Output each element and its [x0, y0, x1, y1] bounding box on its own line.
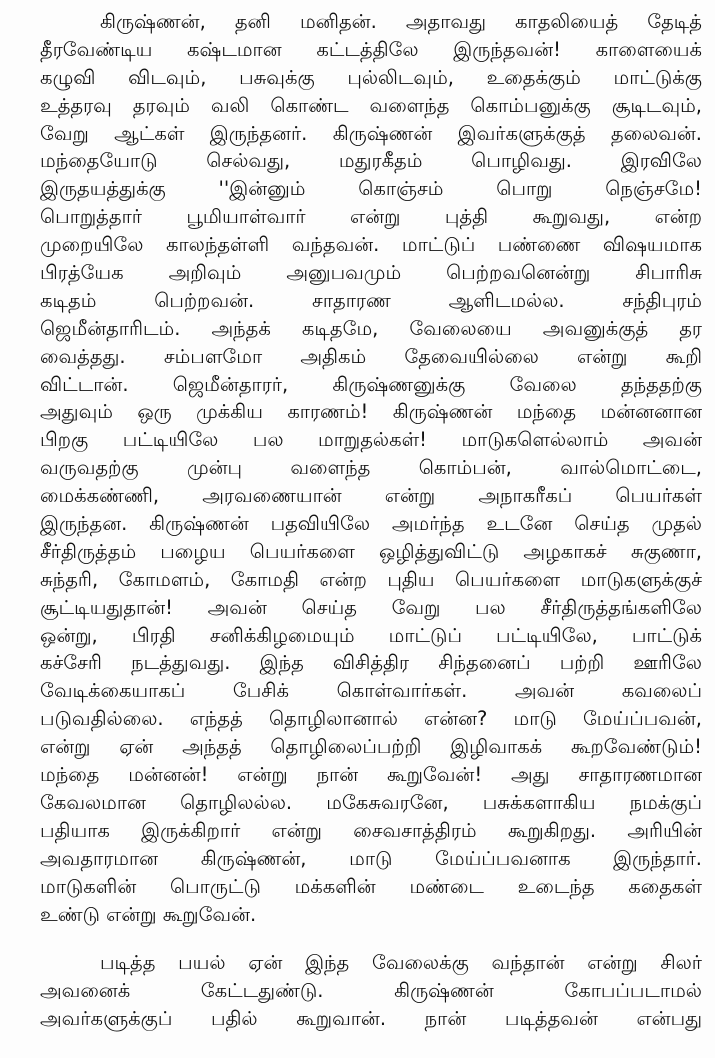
text-line: வேடிக்கையாகப் பேசிக் கொள்வார்கள். அவன் கவலைப்	[40, 679, 702, 703]
paragraph-gap	[40, 928, 702, 949]
text-line: பிரத்யேக அறிவும் அனுபவமும் பெற்றவனென்று சிபாரிசு	[40, 261, 702, 285]
text-line: பொறுத்தார் பூமியாள்வார் என்று புத்தி கூறுவது, என்ற	[40, 205, 702, 229]
text-line: இருந்தன. கிருஷ்ணன் பதவியிலே அமர்ந்த உடனே செய்த முதல்	[40, 512, 702, 536]
text-line: அவதாரமான கிருஷ்ணன், மாடு மேய்ப்பவனாக இருந்தார்.	[40, 846, 702, 870]
text-line: தீரவேண்டிய கஷ்டமான கட்டத்திலே இருந்தவன்! காளையைக்	[40, 37, 702, 61]
text-line: மைக்கண்ணி, அரவணையான் என்று அநாகரீகப் பெயர்கள்	[40, 484, 702, 508]
text-line: சுந்தரி, கோமளம், கோமதி என்ற புதிய பெயர்களை மாடுகளுக்குச்	[40, 567, 702, 591]
text-line: வருவதற்கு முன்பு வளைந்த கொம்பன், வால்மொட்டை,	[40, 456, 702, 480]
paragraph	[40, 8, 702, 928]
text-line: பிறகு பட்டியிலே பல மாறுதல்கள்! மாடுகளெல்லாம் அவன்	[40, 428, 702, 452]
text-line: கடிதம் பெற்றவன். சாதாரண ஆளிடமல்ல. சந்திபுரம்	[40, 288, 702, 312]
text-line: சூட்டியதுதான்! அவன் செய்த வேறு பல சீர்திருத்தங்களிலே	[40, 595, 702, 619]
text-line: என்று ஏன் அந்தத் தொழிலைப்பற்றி இழிவாகக் கூறவேண்டும்!	[40, 735, 702, 759]
text-line: வேறு ஆட்கள் இருந்தனர். கிருஷ்ணன் இவர்களுக்குத் தலைவன்.	[40, 121, 702, 145]
text-line: அவர்களுக்குப் பதில் கூறுவான். நான் படித்தவன் என்பது	[40, 1007, 702, 1031]
text-line: மந்தை மன்னன்! என்று நான் கூறுவேன்! அது சாதாரணமான	[40, 763, 702, 787]
text-line: ஜெமீன்தாரிடம். அந்தக் கடிதமே, வேலையை அவனுக்குத் தர	[40, 316, 702, 340]
text-line: இருதயத்துக்கு ''இன்னும் கொஞ்சம் பொறு நெஞ்சமே!	[40, 177, 702, 201]
text-line: முறையிலே காலந்தள்ளி வந்தவன். மாட்டுப் பண்ணை விஷயமாக	[40, 233, 702, 257]
text-line: விட்டான். ஜெமீன்தாரர், கிருஷ்ணனுக்கு வேலை தந்ததற்கு	[40, 372, 702, 396]
paragraph	[40, 949, 702, 1033]
text-line: கச்சேரி நடத்துவது. இந்த விசித்திர சிந்தனைப் பற்றி ஊரிலே	[40, 651, 702, 675]
text-line: படித்த பயல் ஏன் இந்த வேலைக்கு வந்தான் என்று சிலர்	[100, 951, 702, 975]
text-line: மந்தையோடு செல்வது, மதுரகீதம் பொழிவது. இரவிலே	[40, 149, 702, 173]
text-line: சீர்திருத்தம் பழைய பெயர்களை ஒழித்துவிட்டு அழகாகச் சுகுணா,	[40, 539, 702, 563]
text-line: வைத்தது. சம்பளமோ அதிகம் தேவையில்லை என்று கூறி	[40, 344, 702, 368]
text-line: பதியாக இருக்கிறார் என்று சைவசாத்திரம் கூறுகிறது. அரியின்	[40, 818, 702, 842]
text-line: அதுவும் ஒரு முக்கிய காரணம்! கிருஷ்ணன் மந்தை மன்னனான	[40, 400, 702, 424]
text-line: மாடுகளின் பொருட்டு மக்களின் மண்டை உடைந்த கதைகள்	[40, 874, 702, 898]
page-body-text	[40, 8, 702, 1033]
text-line: கேவலமான தொழிலல்ல. மகேசுவரனே, பசுக்களாகிய நமக்குப்	[40, 790, 702, 814]
text-line: கிருஷ்ணன், தனி மனிதன். அதாவது காதலியைத் தேடித்	[100, 10, 702, 33]
text-line: உண்டு என்று கூறுவேன்.	[40, 902, 257, 926]
text-line: கழுவி விடவும், பசுவுக்கு புல்லிடவும், உதைக்கும் மாட்டுக்கு	[40, 65, 702, 89]
text-line: ஒன்று, பிரதி சனிக்கிழமையும் மாட்டுப் பட்டியிலே, பாட்டுக்	[40, 623, 702, 647]
text-line: உத்தரவு தரவும் வலி கொண்ட வளைந்த கொம்பனுக்கு சூடிடவும்,	[40, 93, 702, 117]
text-line: படுவதில்லை. எந்தத் தொழிலானால் என்ன? மாடு மேய்ப்பவன்,	[40, 707, 702, 731]
text-line: அவனைக் கேட்டதுண்டு. கிருஷ்ணன் கோபப்படாமல்	[40, 979, 702, 1003]
